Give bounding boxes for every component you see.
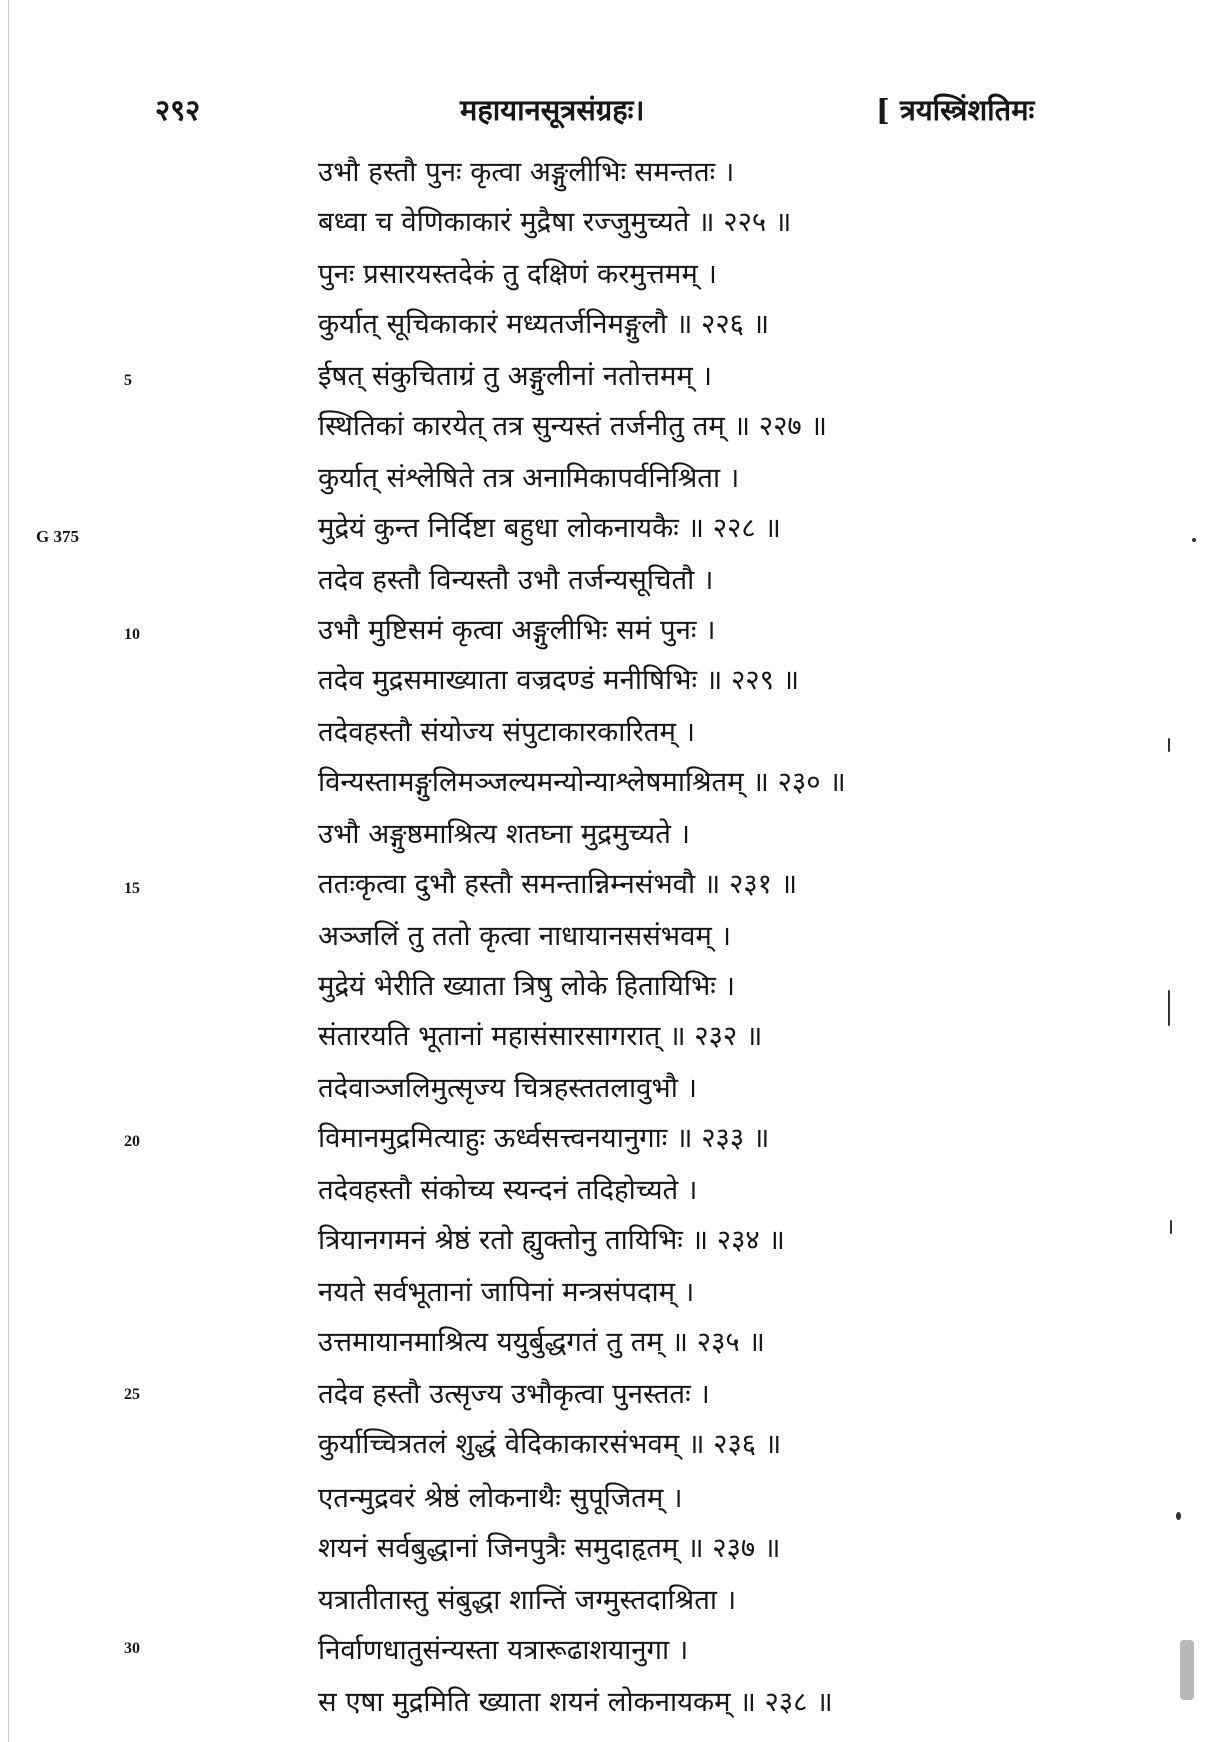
verse-line: पुनः प्रसारयस्तदेकं तु दक्षिणं करमुत्तमम् ।: [318, 258, 717, 290]
verse-line: तदेवहस्तौ संयोज्य संपुटाकारकारितम् ।: [318, 716, 696, 748]
verse-line: बध्वा च वेणिकाकारं मुद्रैषा रज्जुमुच्यते ॥ २२५ ॥: [318, 206, 792, 238]
scan-speck: [1168, 990, 1170, 1026]
verse-line: नयते सर्वभूतानां जापिनां मन्त्रसंपदाम् ।: [318, 1276, 695, 1308]
verse-line: अञ्जलिं तु ततो कृत्वा नाधायानससंभवम् ।: [318, 920, 732, 952]
scan-speck: [1180, 1640, 1194, 1700]
verse-line: विमानमुद्रमित्याहुः ऊर्ध्वसत्त्वनयानुगाः ॥ २३३ ॥: [318, 1122, 770, 1154]
verse-line: स एषा मुद्रमिति ख्याता शयनं लोकनायकम् ॥ २३८ ॥: [318, 1686, 833, 1718]
verse-line: मुद्रेयं कुन्त निर्दिष्टा बहुधा लोकनायकैः ॥ २२८ ॥: [318, 512, 781, 544]
margin-reference: G 375: [36, 527, 79, 546]
scan-speck: [1192, 538, 1196, 542]
line-number: 20: [124, 1133, 140, 1150]
verse-line: उभौ हस्तौ पुनः कृत्वा अङ्गुलीभिः समन्ततः ।: [318, 156, 735, 188]
verse-line: कुर्यात् संश्लेषिते तत्र अनामिकापर्वनिश्रिता ।: [318, 462, 740, 494]
verse-line: उभौ अङ्गुष्ठमाश्रित्य शतघ्ना मुद्रमुच्यते ।: [318, 818, 691, 850]
verse-line: निर्वाणधातुसंन्यस्ता यत्रारूढाशयानुगा ।: [318, 1634, 689, 1666]
line-number: 30: [124, 1640, 140, 1657]
verse-line: स्थितिकां कारयेत् तत्र सुन्यस्तं तर्जनीतु तम् ॥ २२७ ॥: [318, 410, 827, 442]
verse-line: तदेव मुद्रसमाख्याता वज्रदण्डं मनीषिभिः ॥ २२९ ॥: [318, 664, 800, 696]
scan-edge-line: [8, 0, 9, 1742]
running-title: महायानसूत्रसंग्रहः।: [460, 93, 645, 127]
verse-line: विन्यस्तामङ्गुलिमञ्जल्यमन्योन्याश्लेषमाश्रितम् ॥ २३० ॥: [318, 766, 846, 798]
verse-line: संतारयति भूतानां महासंसारसागरात् ॥ २३२ ॥: [318, 1020, 763, 1052]
line-number: 5: [124, 372, 132, 389]
verse-line: एतन्मुद्रवरं श्रेष्ठं लोकनाथैः सुपूजितम् ।: [318, 1482, 683, 1514]
scan-speck: [1168, 738, 1170, 752]
chapter-heading: [ त्रयस्त्रिंशतिमः: [876, 93, 1035, 127]
verse-line: कुर्यात् सूचिकाकारं मध्यतर्जनिमङ्गुलौ ॥ २२६ ॥: [318, 308, 770, 340]
verse-line: उत्तमायानमाश्रित्य ययुर्बुद्धगतं तु तम् ॥ २३५ ॥: [318, 1326, 765, 1358]
scan-speck: [1170, 1220, 1172, 1234]
page-number: २९२: [155, 93, 201, 127]
verse-line: कुर्याच्चित्रतलं शुद्धं वेदिकाकारसंभवम् ॥ २३६ ॥: [318, 1428, 782, 1460]
line-number: 25: [124, 1386, 140, 1403]
verse-line: ईषत् संकुचिताग्रं तु अङ्गुलीनां नतोत्तमम् ।: [318, 360, 713, 392]
verse-line: यत्रातीतास्तु संबुद्धा शान्तिं जग्मुस्तदाश्रिता ।: [318, 1584, 737, 1616]
verse-line: उभौ मुष्टिसमं कृत्वा अङ्गुलीभिः समं पुनः ।: [318, 614, 716, 646]
verse-line: तदेव हस्तौ उत्सृज्य उभौकृत्वा पुनस्ततः ।: [318, 1378, 710, 1410]
verse-line: तदेवहस्तौ संकोच्य स्यन्दनं तदिहोच्यते ।: [318, 1174, 698, 1206]
verse-line: शयनं सर्वबुद्धानां जिनपुत्रैः समुदाहृतम् ॥ २३७ ॥: [318, 1532, 781, 1564]
verse-line: ततःकृत्वा दुभौ हस्तौ समन्तान्निम्नसंभवौ ॥ २३१ ॥: [318, 868, 798, 900]
scan-speck: [1176, 1512, 1181, 1520]
line-number: 15: [124, 880, 140, 897]
verse-line: तदेवाञ्जलिमुत्सृज्य चित्रहस्ततलावुभौ ।: [318, 1072, 698, 1104]
verse-line: त्रियानगमनं श्रेष्ठं रतो ह्युक्तोनु तायिभिः ॥ २३४ ॥: [318, 1224, 785, 1256]
verse-line: तदेव हस्तौ विन्यस्तौ उभौ तर्जन्यसूचितौ ।: [318, 564, 714, 596]
verse-line: मुद्रेयं भेरीति ख्याता त्रिषु लोके हितायिभिः ।: [318, 970, 736, 1002]
line-number: 10: [124, 626, 140, 643]
